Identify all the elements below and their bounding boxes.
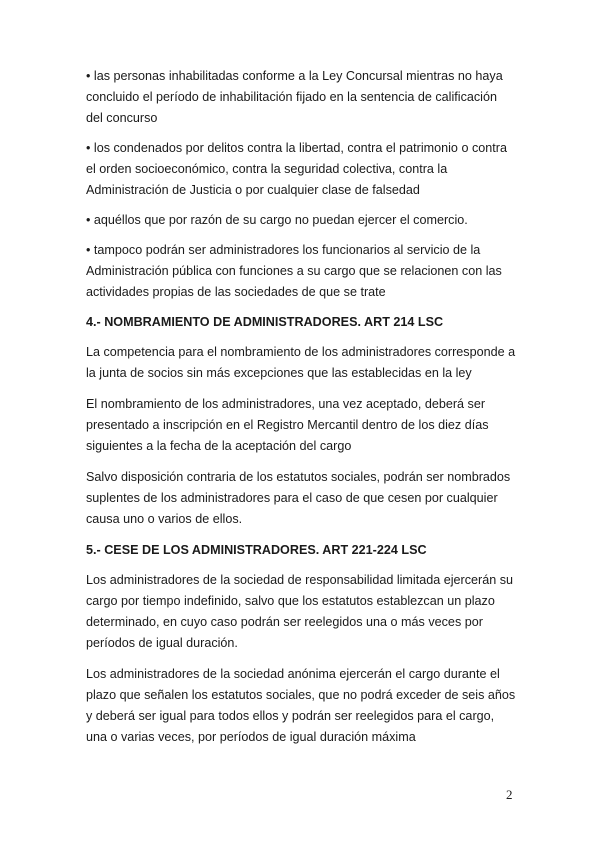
paragraph: La competencia para el nombramiento de los administradores corresponde a la junta de socios sin más excepciones que las establecidas en la ley [86,345,516,380]
paragraph: Los administradores de la sociedad de responsabilidad limitada ejercerán su cargo por tiempo indefinido, salvo que los estatutos establezcan un plazo determinado, en cuyo caso podrán ser reelegidos una o más veces por períodos de igual duración. [86,573,514,650]
page-number: 2 [506,787,513,802]
section-heading-4: 4.- NOMBRAMIENTO DE ADMINISTRADORES. ART 214 LSC [86,315,444,329]
page-content [86,66,516,758]
section-heading-5: 5.- CESE DE LOS ADMINISTRADORES. ART 221-224 LSC [86,543,427,557]
bullet-item: • las personas inhabilitadas conforme a la Ley Concursal mientras no haya concluido el período de inhabilitación fijado en la sentencia de calificación del concurso [86,69,503,125]
bullet-item: • tampoco podrán ser administradores los funcionarios al servicio de la Administración pública con funciones a su cargo que se relacionen con las actividades propias de las sociedades de que se trate [86,243,502,299]
paragraph: Salvo disposición contraria de los estatutos sociales, podrán ser nombrados suplentes de los administradores para el caso de que cesen por cualquier causa uno o varios de ellos. [86,470,511,526]
bullet-item: • los condenados por delitos contra la libertad, contra el patrimonio o contra el orden socioeconómico, contra la seguridad colectiva, contra la Administración de Justicia o por cualquier clase de falsedad [86,141,507,197]
paragraph: Los administradores de la sociedad anónima ejercerán el cargo durante el plazo que señalen los estatutos sociales, que no podrá exceder de seis años y deberá ser igual para todos ellos y podrán ser reelegidos para el cargo, una o varias veces, por períodos de igual duración máxima [86,667,516,744]
bullet-item: • aquéllos que por razón de su cargo no puedan ejercer el comercio. [86,213,468,227]
paragraph: El nombramiento de los administradores, una vez aceptado, deberá ser presentado a inscripción en el Registro Mercantil dentro de los diez días siguientes a la fecha de la aceptación del cargo [86,397,489,453]
